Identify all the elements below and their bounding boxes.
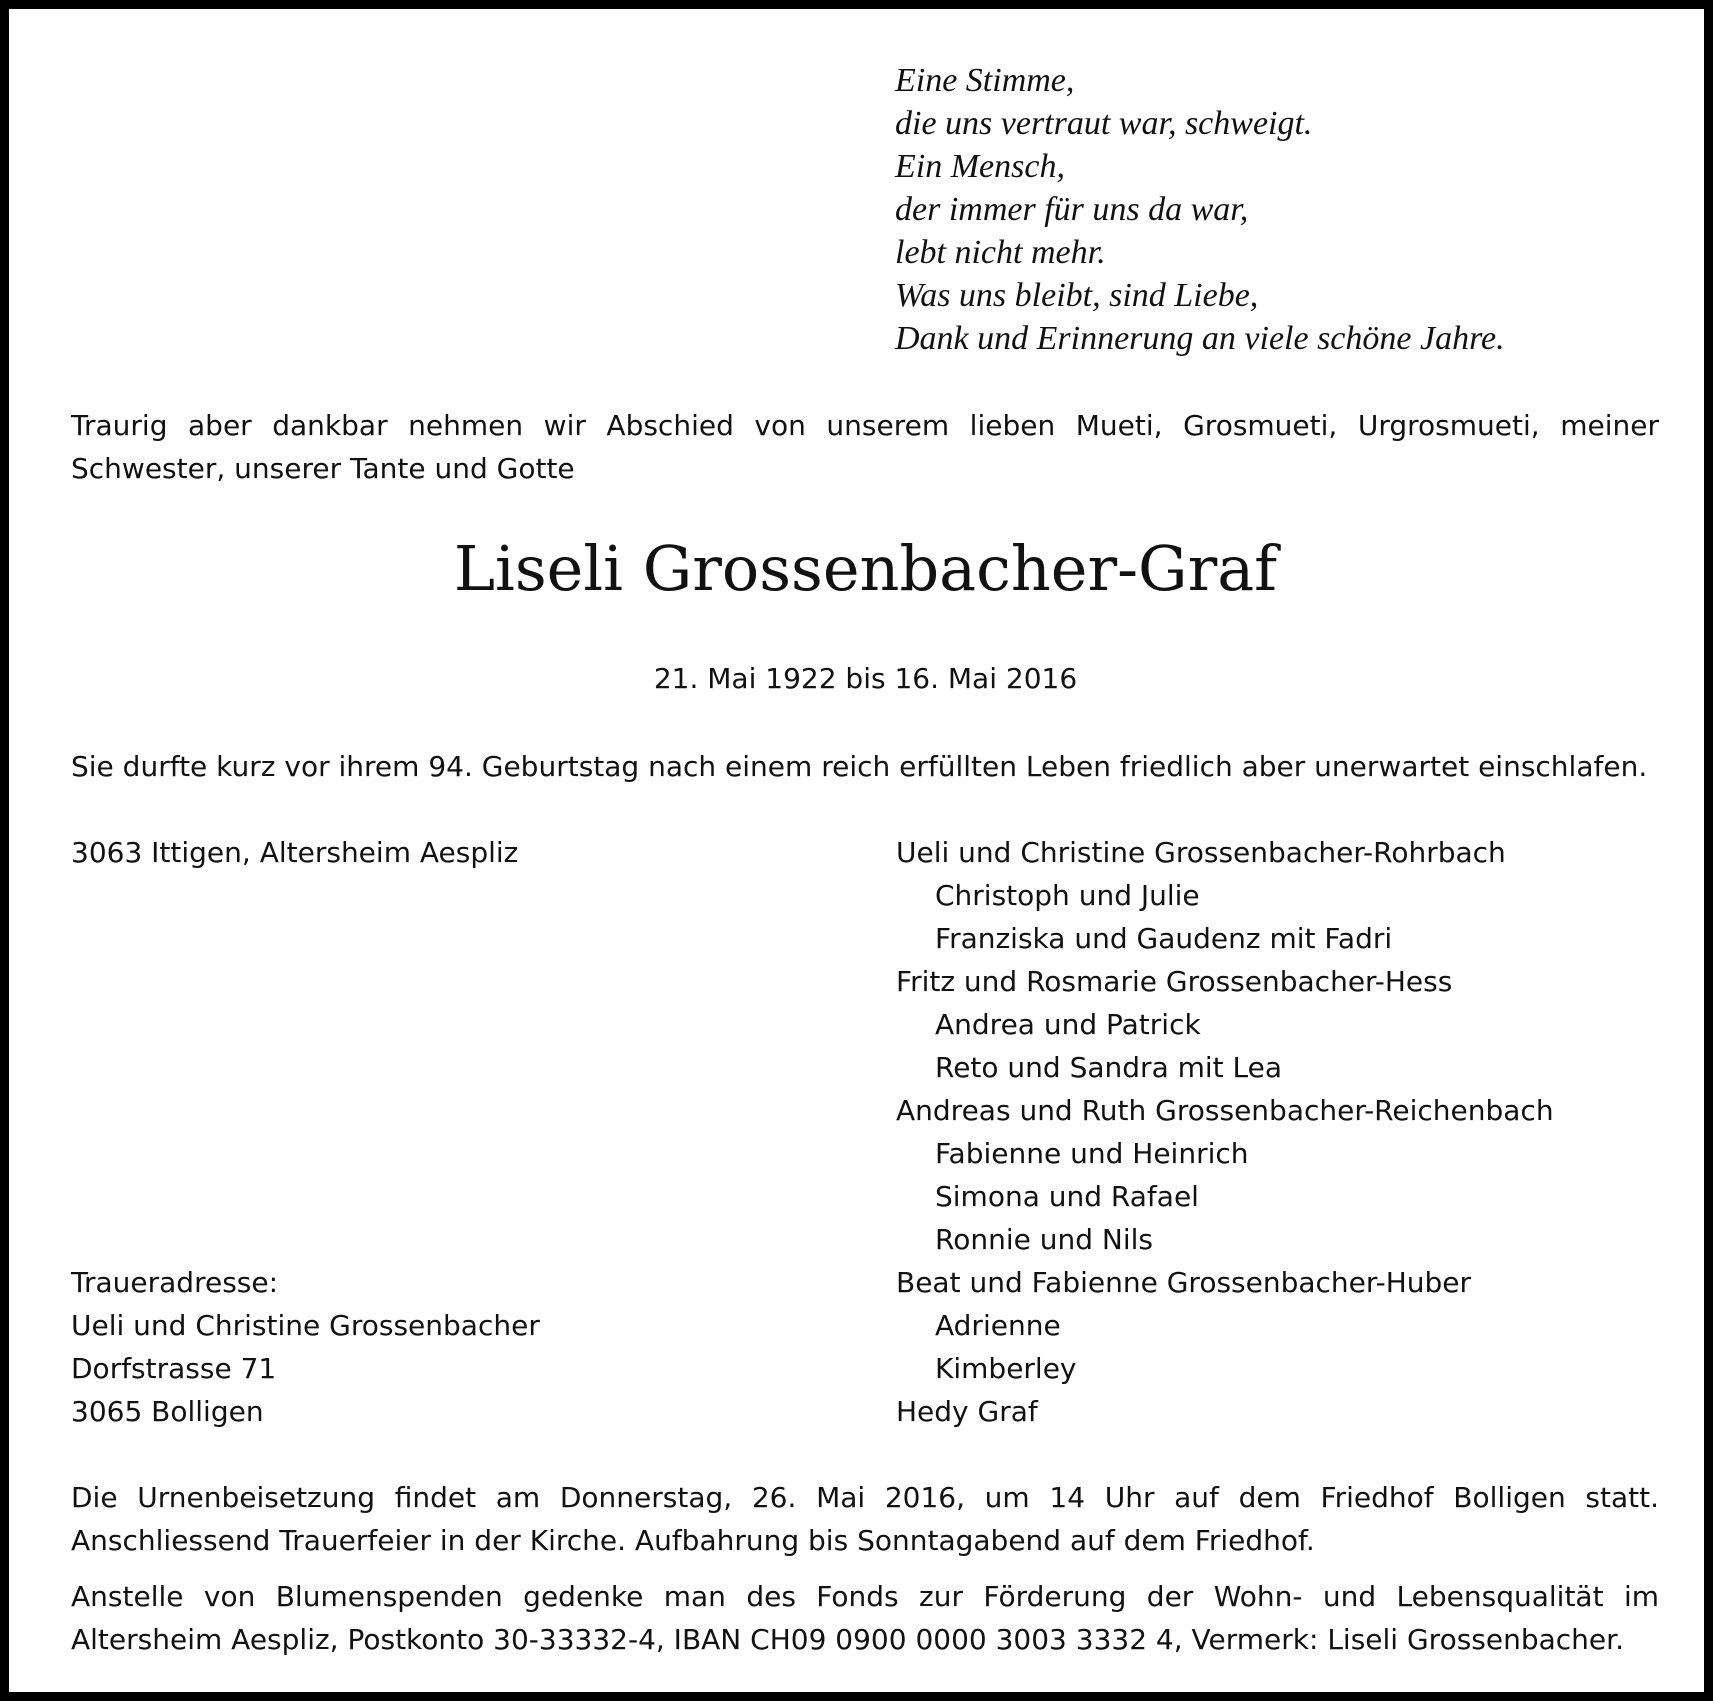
poem-line: Ein Mensch, [895, 148, 1065, 185]
location [71, 831, 851, 874]
family-main: Beat und Fabienne Grossenbacher-Huber [896, 1266, 1472, 1299]
family-child: Simona und Rafael [935, 1180, 1199, 1213]
address-label: Traueradresse: [71, 1266, 279, 1299]
mourning-address [71, 1261, 851, 1433]
poem-line: Was uns bleibt, sind Liebe, [895, 277, 1259, 314]
statement: Sie durfte kurz vor ihrem 94. Geburtstag nach einem reich erfüllten Leben friedlich aber unerwartet einschlafen. [71, 750, 1648, 783]
donation-line: Altersheim Aespliz, Postkonto 30-33332-4, IBAN CH09 0900 0000 3003 3332 4, Vermerk: Liseli Grossenbacher. [71, 1623, 1624, 1656]
ceremony-paragraph [71, 1476, 1659, 1562]
poem-line: lebt nicht mehr. [895, 234, 1106, 271]
intro-line: Schwester, unserer Tante und Gotte [71, 452, 575, 485]
family-child: Kimberley [935, 1352, 1077, 1385]
deceased-name: Liseli Grossenbacher-Graf [453, 532, 1278, 605]
poem-line: Eine Stimme, [895, 62, 1075, 99]
family-main: Hedy Graf [896, 1395, 1038, 1428]
poem-line: Dank und Erinnerung an viele schöne Jahre. [895, 320, 1505, 357]
address-city: 3065 Bolligen [71, 1395, 264, 1428]
donation-paragraph [71, 1575, 1659, 1661]
ceremony-line: Die Urnenbeisetzung findet am Donnerstag, 26. Mai 2016, um 14 Uhr auf dem Friedhof Bolligen statt. [71, 1481, 1659, 1514]
family-child: Adrienne [935, 1309, 1061, 1342]
family-main: Ueli und Christine Grossenbacher-Rohrbach [896, 836, 1506, 869]
family-main: Andreas und Ruth Grossenbacher-Reichenbach [896, 1094, 1554, 1127]
address-street: Dorfstrasse 71 [71, 1352, 277, 1385]
poem-line: der immer für uns da war, [895, 191, 1249, 228]
family-main: Fritz und Rosmarie Grossenbacher-Hess [896, 965, 1453, 998]
family-child: Fabienne und Heinrich [935, 1137, 1249, 1170]
location-text: 3063 Ittigen, Altersheim Aespliz [71, 836, 519, 869]
poem-line: die uns vertraut war, schweigt. [895, 105, 1313, 142]
address-name: Ueli und Christine Grossenbacher [71, 1309, 540, 1342]
intro-paragraph [71, 404, 1659, 490]
family-list [896, 831, 1676, 1433]
family-child: Franziska und Gaudenz mit Fadri [935, 922, 1393, 955]
family-child: Reto und Sandra mit Lea [935, 1051, 1283, 1084]
family-child: Ronnie und Nils [935, 1223, 1153, 1256]
donation-line: Anstelle von Blumenspenden gedenke man des Fonds zur Förderung der Wohn- und Lebensqualität im [71, 1580, 1659, 1613]
family-child: Christoph und Julie [935, 879, 1200, 912]
intro-line: Traurig aber dankbar nehmen wir Abschied von unserem lieben Mueti, Grosmueti, Urgrosmueti, meiner [71, 409, 1659, 442]
family-child: Andrea und Patrick [935, 1008, 1201, 1041]
poem [895, 59, 1675, 360]
ceremony-line: Anschliessend Trauerfeier in der Kirche. Aufbahrung bis Sonntagabend auf dem Friedhof. [71, 1524, 1315, 1557]
life-dates: 21. Mai 1922 bis 16. Mai 2016 [653, 662, 1078, 695]
